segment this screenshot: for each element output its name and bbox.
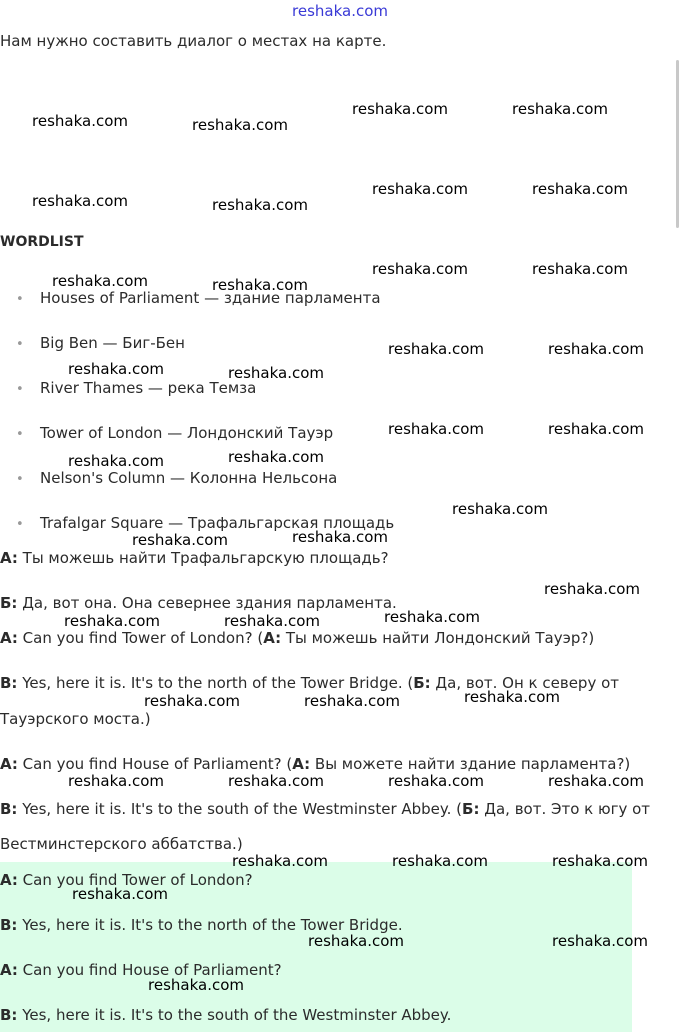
dialog-line: A: Can you find Tower of London? (A: Ты можешь найти Лондонский Тауэр?) — [0, 629, 595, 647]
watermark: reshaka.com — [392, 852, 488, 870]
watermark: reshaka.com — [532, 180, 628, 198]
site-header-link[interactable]: reshaka.com — [292, 2, 388, 20]
watermark: reshaka.com — [452, 500, 548, 518]
watermark: reshaka.com — [464, 688, 560, 706]
watermark: reshaka.com — [372, 180, 468, 198]
wordlist-item: • Tower of London — Лондонский Тауэр — [16, 424, 334, 442]
bullet-icon: • — [16, 292, 24, 307]
wordlist-item: • Trafalgar Square — Трафальгарская площадь — [16, 514, 395, 532]
watermark: reshaka.com — [32, 112, 128, 130]
dialog-line: B: Yes, here it is. It's to the south of the Westminster Abbey. (Б: Да, вот. Это к югу от — [0, 800, 651, 818]
watermark: reshaka.com — [212, 196, 308, 214]
dialog-line: B: Yes, here it is. It's to the north of the Tower Bridge. (Б: Да, вот. Он к северу от — [0, 674, 619, 692]
wordlist-item: • Nelson's Column — Колонна Нельсона — [16, 469, 338, 487]
watermark: reshaka.com — [52, 272, 148, 290]
watermark: reshaka.com — [228, 364, 324, 382]
wordlist-item: • Houses of Parliament — здание парламента — [16, 289, 381, 307]
watermark: reshaka.com — [68, 360, 164, 378]
intro-text: Нам нужно составить диалог о местах на карте. — [0, 32, 387, 50]
watermark: reshaka.com — [548, 340, 644, 358]
answer-line: A: Can you find House of Parliament? — [0, 961, 282, 979]
watermark: reshaka.com — [548, 420, 644, 438]
wordlist-item: • River Thames — река Темза — [16, 379, 257, 397]
bullet-icon: • — [16, 472, 24, 487]
dialog-line: A: Ты можешь найти Трафальгарскую площадь? — [0, 549, 389, 567]
watermark: reshaka.com — [532, 260, 628, 278]
watermark: reshaka.com — [512, 100, 608, 118]
watermark: reshaka.com — [352, 100, 448, 118]
watermark: reshaka.com — [192, 116, 288, 134]
answer-line: B: Yes, here it is. It's to the north of the Tower Bridge. — [0, 916, 403, 934]
bullet-icon: • — [16, 382, 24, 397]
watermark: reshaka.com — [64, 612, 160, 630]
watermark: reshaka.com — [232, 852, 328, 870]
watermark: reshaka.com — [212, 276, 308, 294]
watermark: reshaka.com — [388, 340, 484, 358]
watermark: reshaka.com — [544, 580, 640, 598]
wordlist-title: WORDLIST — [0, 234, 84, 250]
answer-line: A: Can you find Tower of London? — [0, 871, 253, 889]
watermark: reshaka.com — [228, 772, 324, 790]
watermark: reshaka.com — [304, 692, 400, 710]
bullet-icon: • — [16, 517, 24, 532]
dialog-line-continuation: Тауэрского моста.) — [0, 710, 151, 728]
watermark: reshaka.com — [72, 885, 168, 903]
watermark: reshaka.com — [68, 772, 164, 790]
watermark: reshaka.com — [148, 976, 244, 994]
watermark: reshaka.com — [132, 531, 228, 549]
wordlist-item: • Big Ben — Биг-Бен — [16, 334, 185, 352]
dialog-line: Б: Да, вот она. Она севернее здания парламента. — [0, 594, 397, 612]
watermark: reshaka.com — [32, 192, 128, 210]
watermark: reshaka.com — [224, 612, 320, 630]
watermark: reshaka.com — [372, 260, 468, 278]
watermark: reshaka.com — [308, 932, 404, 950]
watermark: reshaka.com — [292, 528, 388, 546]
dialog-line-continuation: Вестминстерского аббатства.) — [0, 835, 243, 853]
watermark: reshaka.com — [388, 420, 484, 438]
watermark: reshaka.com — [552, 852, 648, 870]
bullet-icon: • — [16, 337, 24, 352]
dialog-line: A: Can you find House of Parliament? (A: Вы можете найти здание парламента?) — [0, 755, 631, 773]
watermark: reshaka.com — [228, 448, 324, 466]
watermark: reshaka.com — [388, 772, 484, 790]
watermark: reshaka.com — [552, 932, 648, 950]
watermark: reshaka.com — [144, 692, 240, 710]
watermark: reshaka.com — [68, 452, 164, 470]
bullet-icon: • — [16, 427, 24, 442]
scrollbar[interactable] — [676, 60, 679, 228]
answer-line: B: Yes, here it is. It's to the south of the Westminster Abbey. — [0, 1006, 452, 1024]
watermark: reshaka.com — [384, 608, 480, 626]
watermark: reshaka.com — [548, 772, 644, 790]
